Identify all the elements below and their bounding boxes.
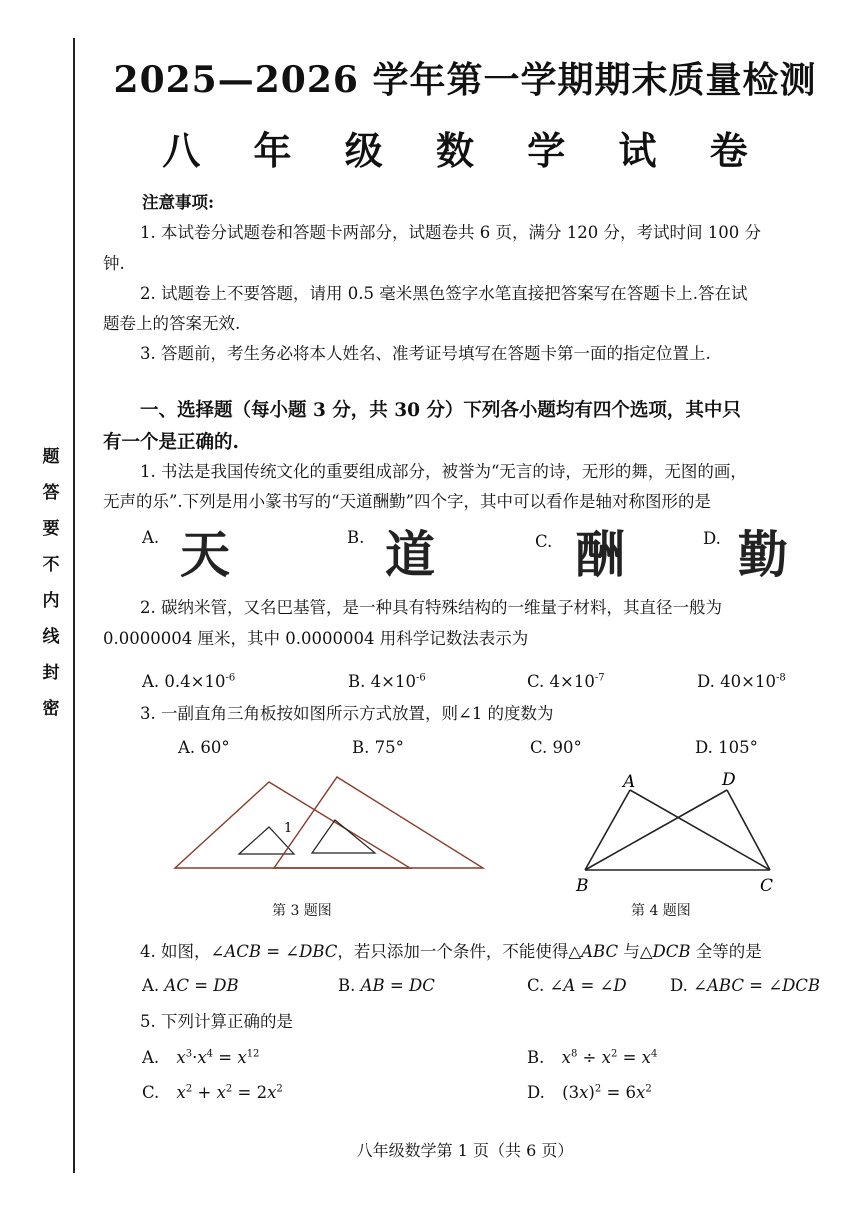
binding-line [73, 38, 75, 1173]
q2-option-d-label: D. [697, 672, 715, 691]
q4-option-b-label: B. [338, 976, 356, 995]
seal-char: 题 [42, 447, 60, 467]
q4-stem-part: 与△ [618, 942, 653, 961]
q3-option-c: C. 90° [530, 738, 582, 757]
large-triangle-1 [175, 782, 410, 868]
q2-option-d [697, 672, 786, 691]
question-2-stem: 2. 碳纳米管，又名巴基管，是一种具有特殊结构的一维量子材料，其直径一般为 [140, 598, 722, 617]
q4-option-a-label: A. [142, 976, 160, 995]
seal-char: 不 [42, 555, 60, 575]
question-2-stem-cont: 0.0000004 厘米，其中 0.0000004 用科学记数法表示为 [103, 629, 529, 648]
q5-option-c: C. $x^2 + x^2 = 2x^2$ [142, 1083, 283, 1102]
q3-figure-caption: 第 3 题图 [272, 903, 332, 919]
q4-stem-math: ABC [581, 942, 619, 961]
notice-item-3: 3. 答题前，考生务必将本人姓名、准考证号填写在答题卡第一面的指定位置上. [140, 344, 711, 363]
q4-option-d [670, 976, 820, 995]
q2-option-b-base: 4×10 [370, 672, 416, 691]
q2-option-d-base: 40×10 [720, 672, 776, 691]
q4-option-a-expr: AC = DB [164, 976, 239, 995]
q4-stem-part: 4. 如图， [140, 942, 211, 961]
q2-option-c [527, 672, 605, 691]
seal-char: 封 [42, 663, 60, 683]
q4-triangle-figure [570, 765, 790, 895]
seal-line-text [34, 432, 68, 722]
point-c-label: C [760, 876, 774, 895]
seal-script-qin-image: 勤 [738, 525, 788, 584]
notice-heading: 注意事项: [142, 193, 215, 212]
page-footer: 八年级数学第 1 页（共 6 页） [356, 1141, 574, 1160]
q4-stem-math: DCB [652, 942, 691, 961]
q4-option-a [142, 976, 239, 995]
seal-script-dao-image: 道 [385, 525, 435, 584]
q2-option-a [142, 672, 235, 691]
q4-option-c [527, 976, 627, 995]
q4-option-d-expr: ∠ABC = ∠DCB [693, 976, 821, 995]
q4-stem-part: ，若只添加一个条件，不能使得△ [337, 942, 582, 961]
inner-triangle-2 [312, 820, 375, 853]
notice-item-2: 2. 试题卷上不要答题，请用 0.5 毫米黑色签字水笔直接把答案写在答题卡上.答在试 [140, 284, 748, 303]
q3-triangle-figure [170, 772, 490, 872]
section-heading-cont: 有一个是正确的. [103, 432, 239, 453]
seal-char: 线 [42, 627, 60, 647]
question-1-stem-cont: 无声的乐”.下列是用小篆书写的“天道酬勤”四个字，其中可以看作是轴对称图形的是 [103, 492, 712, 511]
q5-option-d: D. $(3x)^2 = 6x^2$ [527, 1083, 652, 1102]
notice-item-2-cont: 题卷上的答案无效. [103, 314, 241, 333]
large-triangle-2 [274, 777, 483, 868]
q2-option-d-exp: -8 [775, 672, 786, 684]
q2-option-b-label: B. [348, 672, 366, 691]
question-5-stem: 5. 下列计算正确的是 [140, 1012, 293, 1031]
seal-script-tian-image: 天 [180, 525, 230, 584]
q2-option-a-exp: -6 [225, 672, 236, 684]
point-d-label: D [722, 770, 736, 790]
question-3-stem: 3. 一副直角三角板按如图所示方式放置，则∠1 的度数为 [140, 704, 554, 723]
point-b-label: B [576, 876, 589, 895]
q5-option-a: A. $x^3\cdot x^4 = x^{12}$ [142, 1048, 260, 1067]
q4-stem-part: 全等的是 [690, 942, 762, 961]
q2-option-c-base: 4×10 [549, 672, 595, 691]
q4-stem-math: ∠ACB = ∠DBC [210, 942, 338, 961]
notice-item-1-cont: 钟. [103, 254, 125, 273]
q5-option-b: B. $x^8 \div x^2 = x^4$ [527, 1048, 658, 1067]
q5-option-c-label: C. [142, 1083, 160, 1102]
seal-char: 内 [42, 591, 60, 611]
angle-1-label: 1 [284, 821, 293, 836]
q3-option-b: B. 75° [352, 738, 404, 757]
q2-option-a-base: 0.4×10 [164, 672, 226, 691]
q4-option-c-expr: ∠A = ∠D [549, 976, 627, 995]
q2-option-a-label: A. [142, 672, 160, 691]
q5-option-a-label: A. [142, 1048, 160, 1067]
section-heading: 一、选择题（每小题 3 分，共 30 分）下列各小题均有四个选项，其中只 [140, 400, 741, 421]
q5-option-d-label: D. [527, 1083, 545, 1102]
q2-option-c-label: C. [527, 672, 545, 691]
q4-option-b [338, 976, 435, 995]
q1-option-a-label: A. [142, 528, 160, 547]
q1-option-b-label: B. [347, 528, 365, 547]
question-4-stem [140, 940, 762, 964]
q5-option-b-label: B. [527, 1048, 545, 1067]
q3-option-a: A. 60° [178, 738, 230, 757]
q4-option-d-label: D. [670, 976, 688, 995]
q3-option-d: D. 105° [695, 738, 758, 757]
q2-option-c-exp: -7 [594, 672, 605, 684]
q4-option-b-expr: AB = DC [360, 976, 435, 995]
notice-item-1: 1. 本试卷分试题卷和答题卡两部分，试题卷共 6 页，满分 120 分，考试时间 100 分 [140, 223, 761, 242]
exam-title: 2025—2026 学年第一学期期末质量检测 [113, 59, 817, 101]
point-a-label: A [623, 772, 636, 792]
seal-char: 密 [42, 699, 60, 719]
question-1-stem: 1. 书法是我国传统文化的重要组成部分，被誉为“无言的诗，无形的舞，无图的画， [140, 462, 747, 481]
q2-option-b-exp: -6 [415, 672, 426, 684]
q4-option-c-label: C. [527, 976, 545, 995]
seal-script-chou-image: 酬 [575, 525, 625, 584]
q1-option-d-label: D. [703, 529, 721, 548]
exam-subtitle: 八 年 级 数 学 试 卷 [162, 128, 768, 173]
seal-char: 要 [42, 519, 60, 539]
seal-char: 答 [42, 483, 60, 503]
q4-figure-caption: 第 4 题图 [631, 903, 691, 919]
q2-option-b [348, 672, 426, 691]
q1-option-c-label: C. [535, 532, 553, 551]
